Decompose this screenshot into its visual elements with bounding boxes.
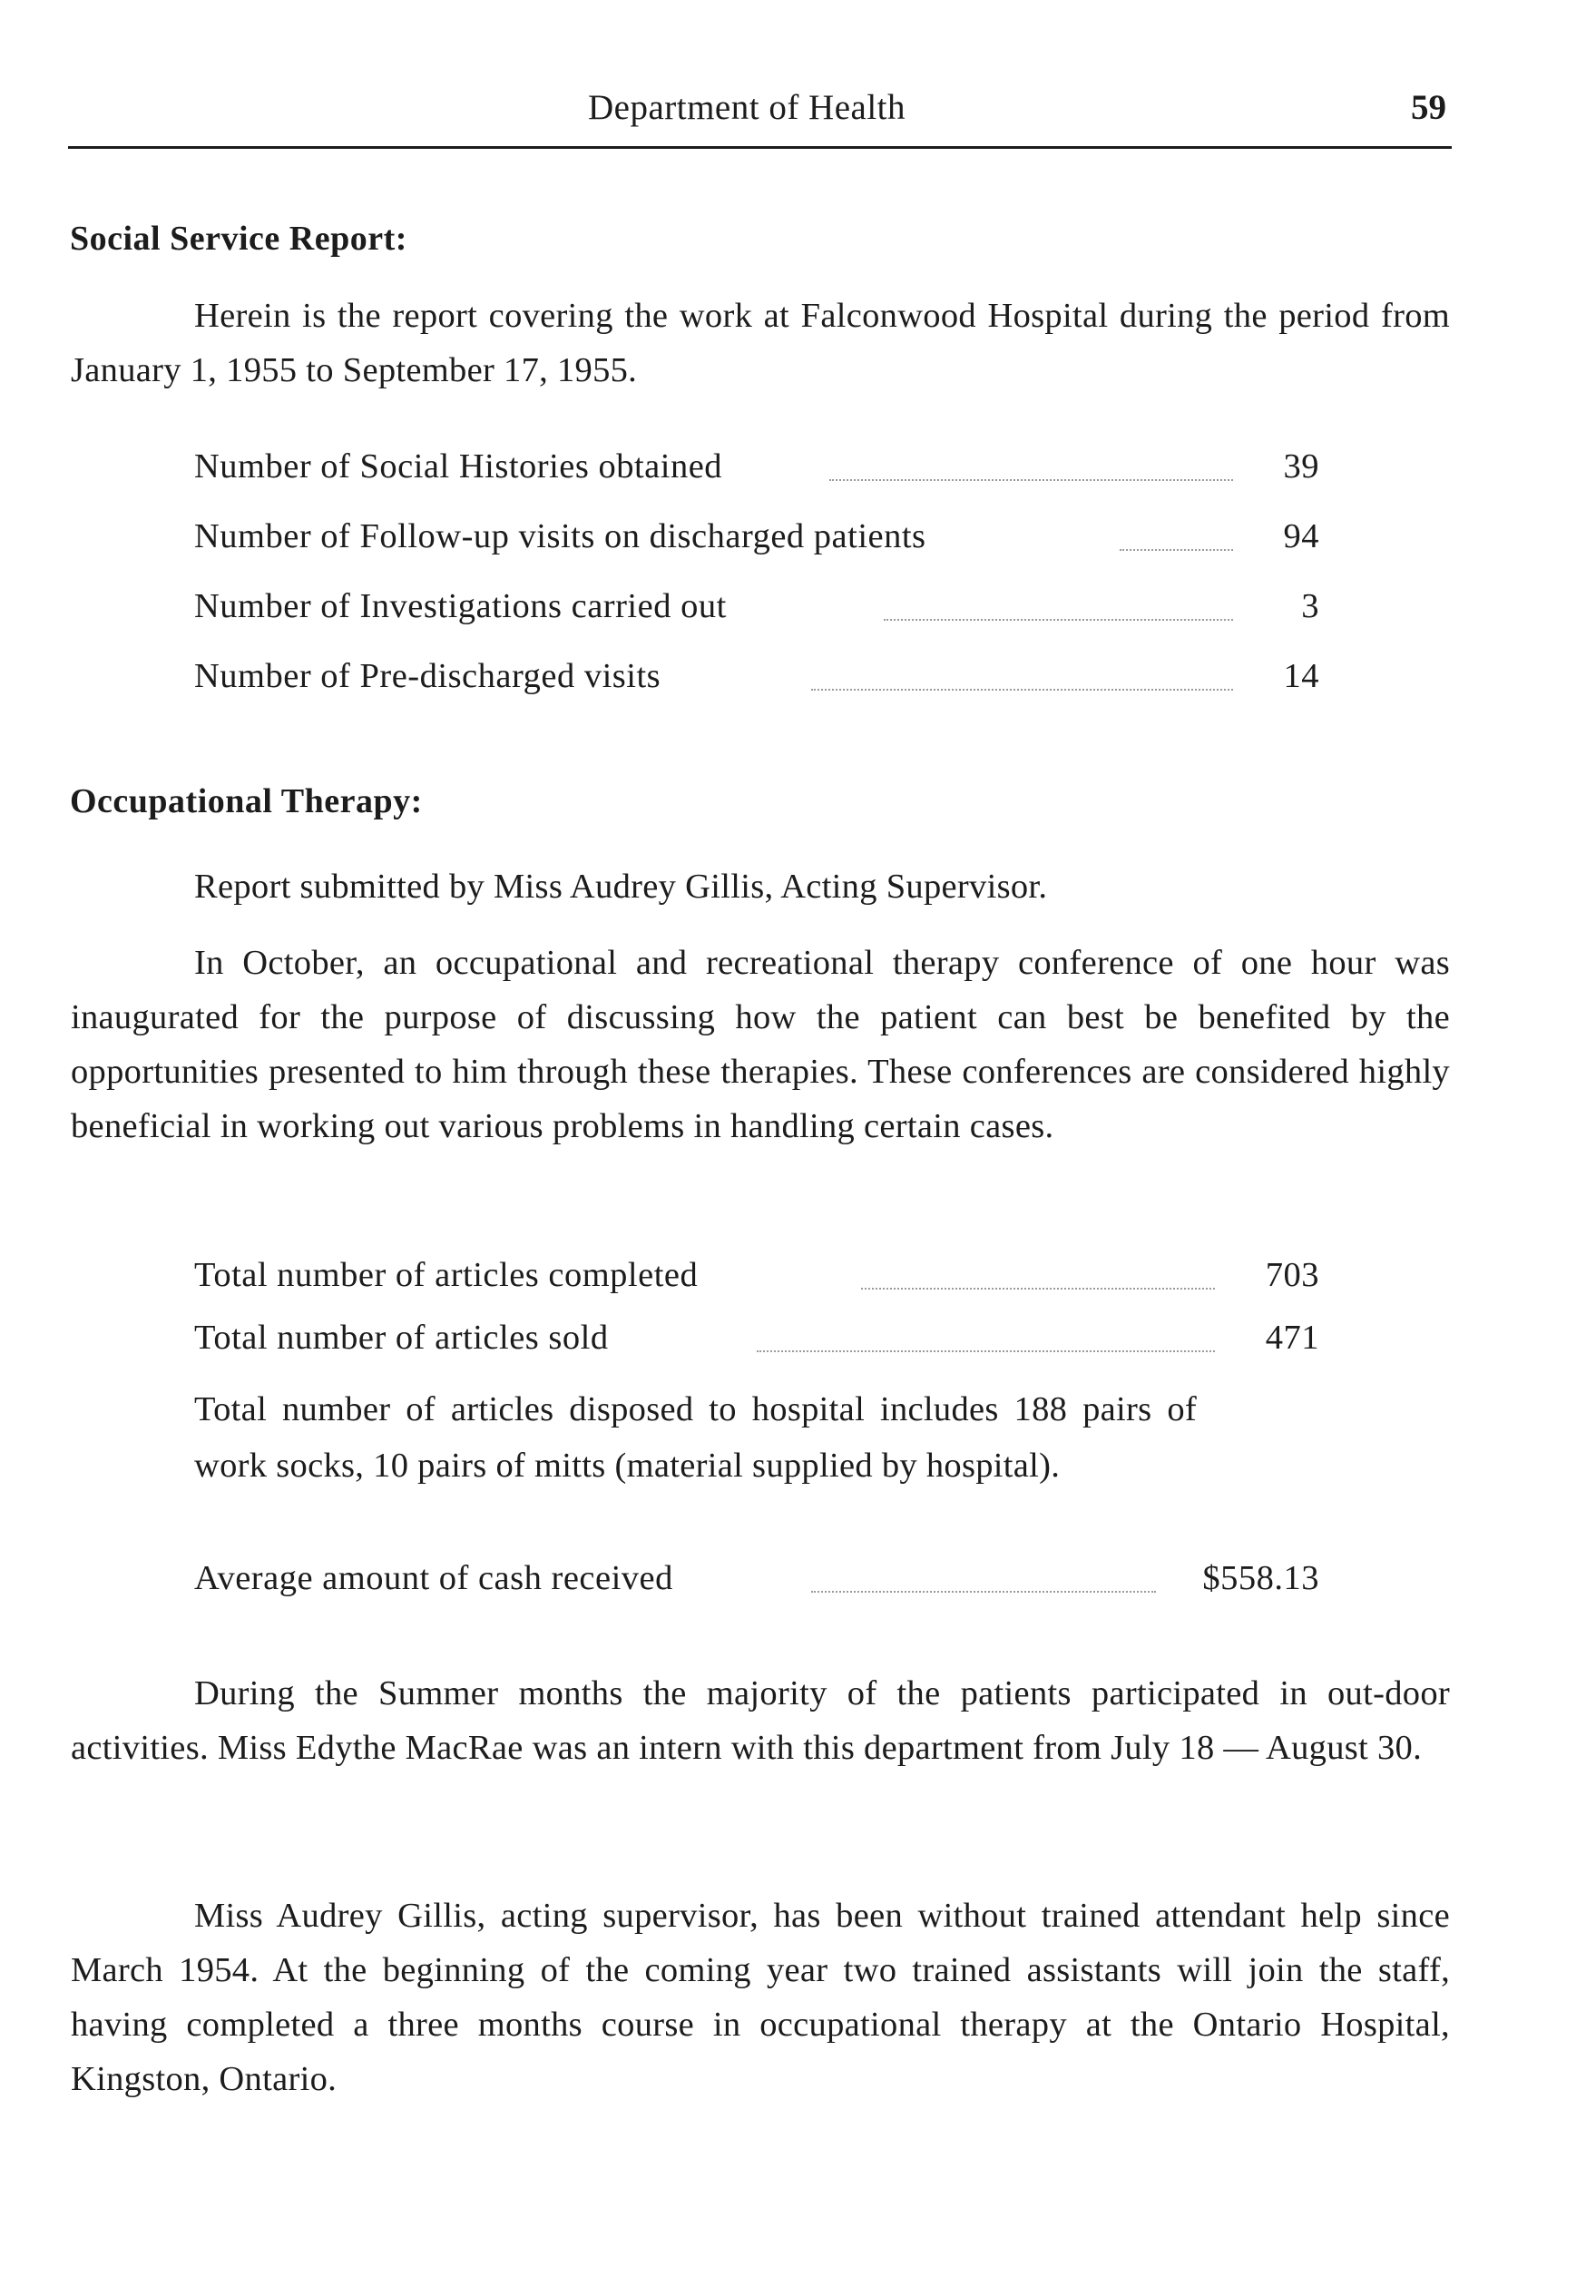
stat-value: 703 xyxy=(1265,1256,1319,1294)
staff-text: Miss Audrey Gillis, acting supervisor, has been without trained attendant help since March 1954. At the beginning of the coming year two trained assistants will join the staff, having completed a three months course in occupational therapy at the Ontario Hospital, Kingston, Ontario. xyxy=(71,1897,1450,2098)
stat-row xyxy=(194,516,1319,571)
stat-value: 3 xyxy=(1301,587,1319,625)
stat-row xyxy=(194,1255,1319,1310)
october-paragraph xyxy=(71,936,1450,1153)
stat-row xyxy=(194,1318,1319,1372)
stat-row xyxy=(194,586,1319,641)
summer-paragraph xyxy=(71,1666,1450,1775)
staff-paragraph xyxy=(71,1889,1450,2106)
stat-value: 39 xyxy=(1283,447,1319,486)
stat-label: Number of Pre-discharged visits xyxy=(194,656,670,696)
stat-label: Average amount of cash received xyxy=(194,1558,682,1598)
stat-label: Number of Follow-up visits on discharged patients xyxy=(194,516,935,556)
social-service-intro-text: Herein is the report covering the work at Falconwood Hospital during the period from January 1, 1955 to September 17, 1955. xyxy=(71,297,1450,389)
page-number: 59 xyxy=(1411,88,1446,127)
submitted-by-text: Report submitted by Miss Audrey Gillis, Acting Supervisor. xyxy=(194,868,1048,906)
october-text: In October, an occupational and recreational therapy conference of one hour was inaugurated for the purpose of discussing how the patient can best be benefited by the opportunities presented to him through these therapies. These conferences are considered highly beneficial in working out various problems in handling certain cases. xyxy=(71,944,1450,1145)
dot-leader xyxy=(884,617,1233,621)
stat-label: Total number of articles completed xyxy=(194,1255,707,1295)
occupational-therapy-heading: Occupational Therapy: xyxy=(70,782,423,820)
stat-row xyxy=(194,656,1319,711)
dot-leader xyxy=(757,1349,1215,1352)
dot-leader xyxy=(1120,547,1233,551)
header-rule xyxy=(68,146,1452,149)
stat-row xyxy=(194,446,1319,501)
stat-row xyxy=(194,1558,1319,1613)
stat-value: 94 xyxy=(1283,517,1319,555)
stat-label: Total number of articles sold xyxy=(194,1318,618,1358)
social-service-heading: Social Service Report: xyxy=(70,220,407,258)
social-service-intro-paragraph xyxy=(71,289,1450,397)
stat-label: Number of Social Histories obtained xyxy=(194,446,731,486)
submitted-by-paragraph xyxy=(71,859,1450,914)
stat-label: Number of Investigations carried out xyxy=(194,586,736,626)
stat-value: 14 xyxy=(1283,657,1319,695)
disposed-note: Total number of articles disposed to hospital includes 188 pairs of work socks, 10 pairs of mitts (material supplied by hospital). xyxy=(194,1390,1197,1485)
header-title: Department of Health xyxy=(587,88,906,127)
dot-leader xyxy=(811,687,1233,691)
stat-value: $558.13 xyxy=(1202,1559,1319,1597)
dot-leader xyxy=(829,477,1233,481)
summer-text: During the Summer months the majority of the patients participated in out-door activities. Miss Edythe MacRae was an intern with this department from July 18 — August 30. xyxy=(71,1674,1450,1767)
dot-leader xyxy=(811,1589,1156,1593)
stat-value: 471 xyxy=(1265,1319,1319,1357)
running-header xyxy=(71,87,1450,142)
dot-leader xyxy=(861,1286,1215,1290)
